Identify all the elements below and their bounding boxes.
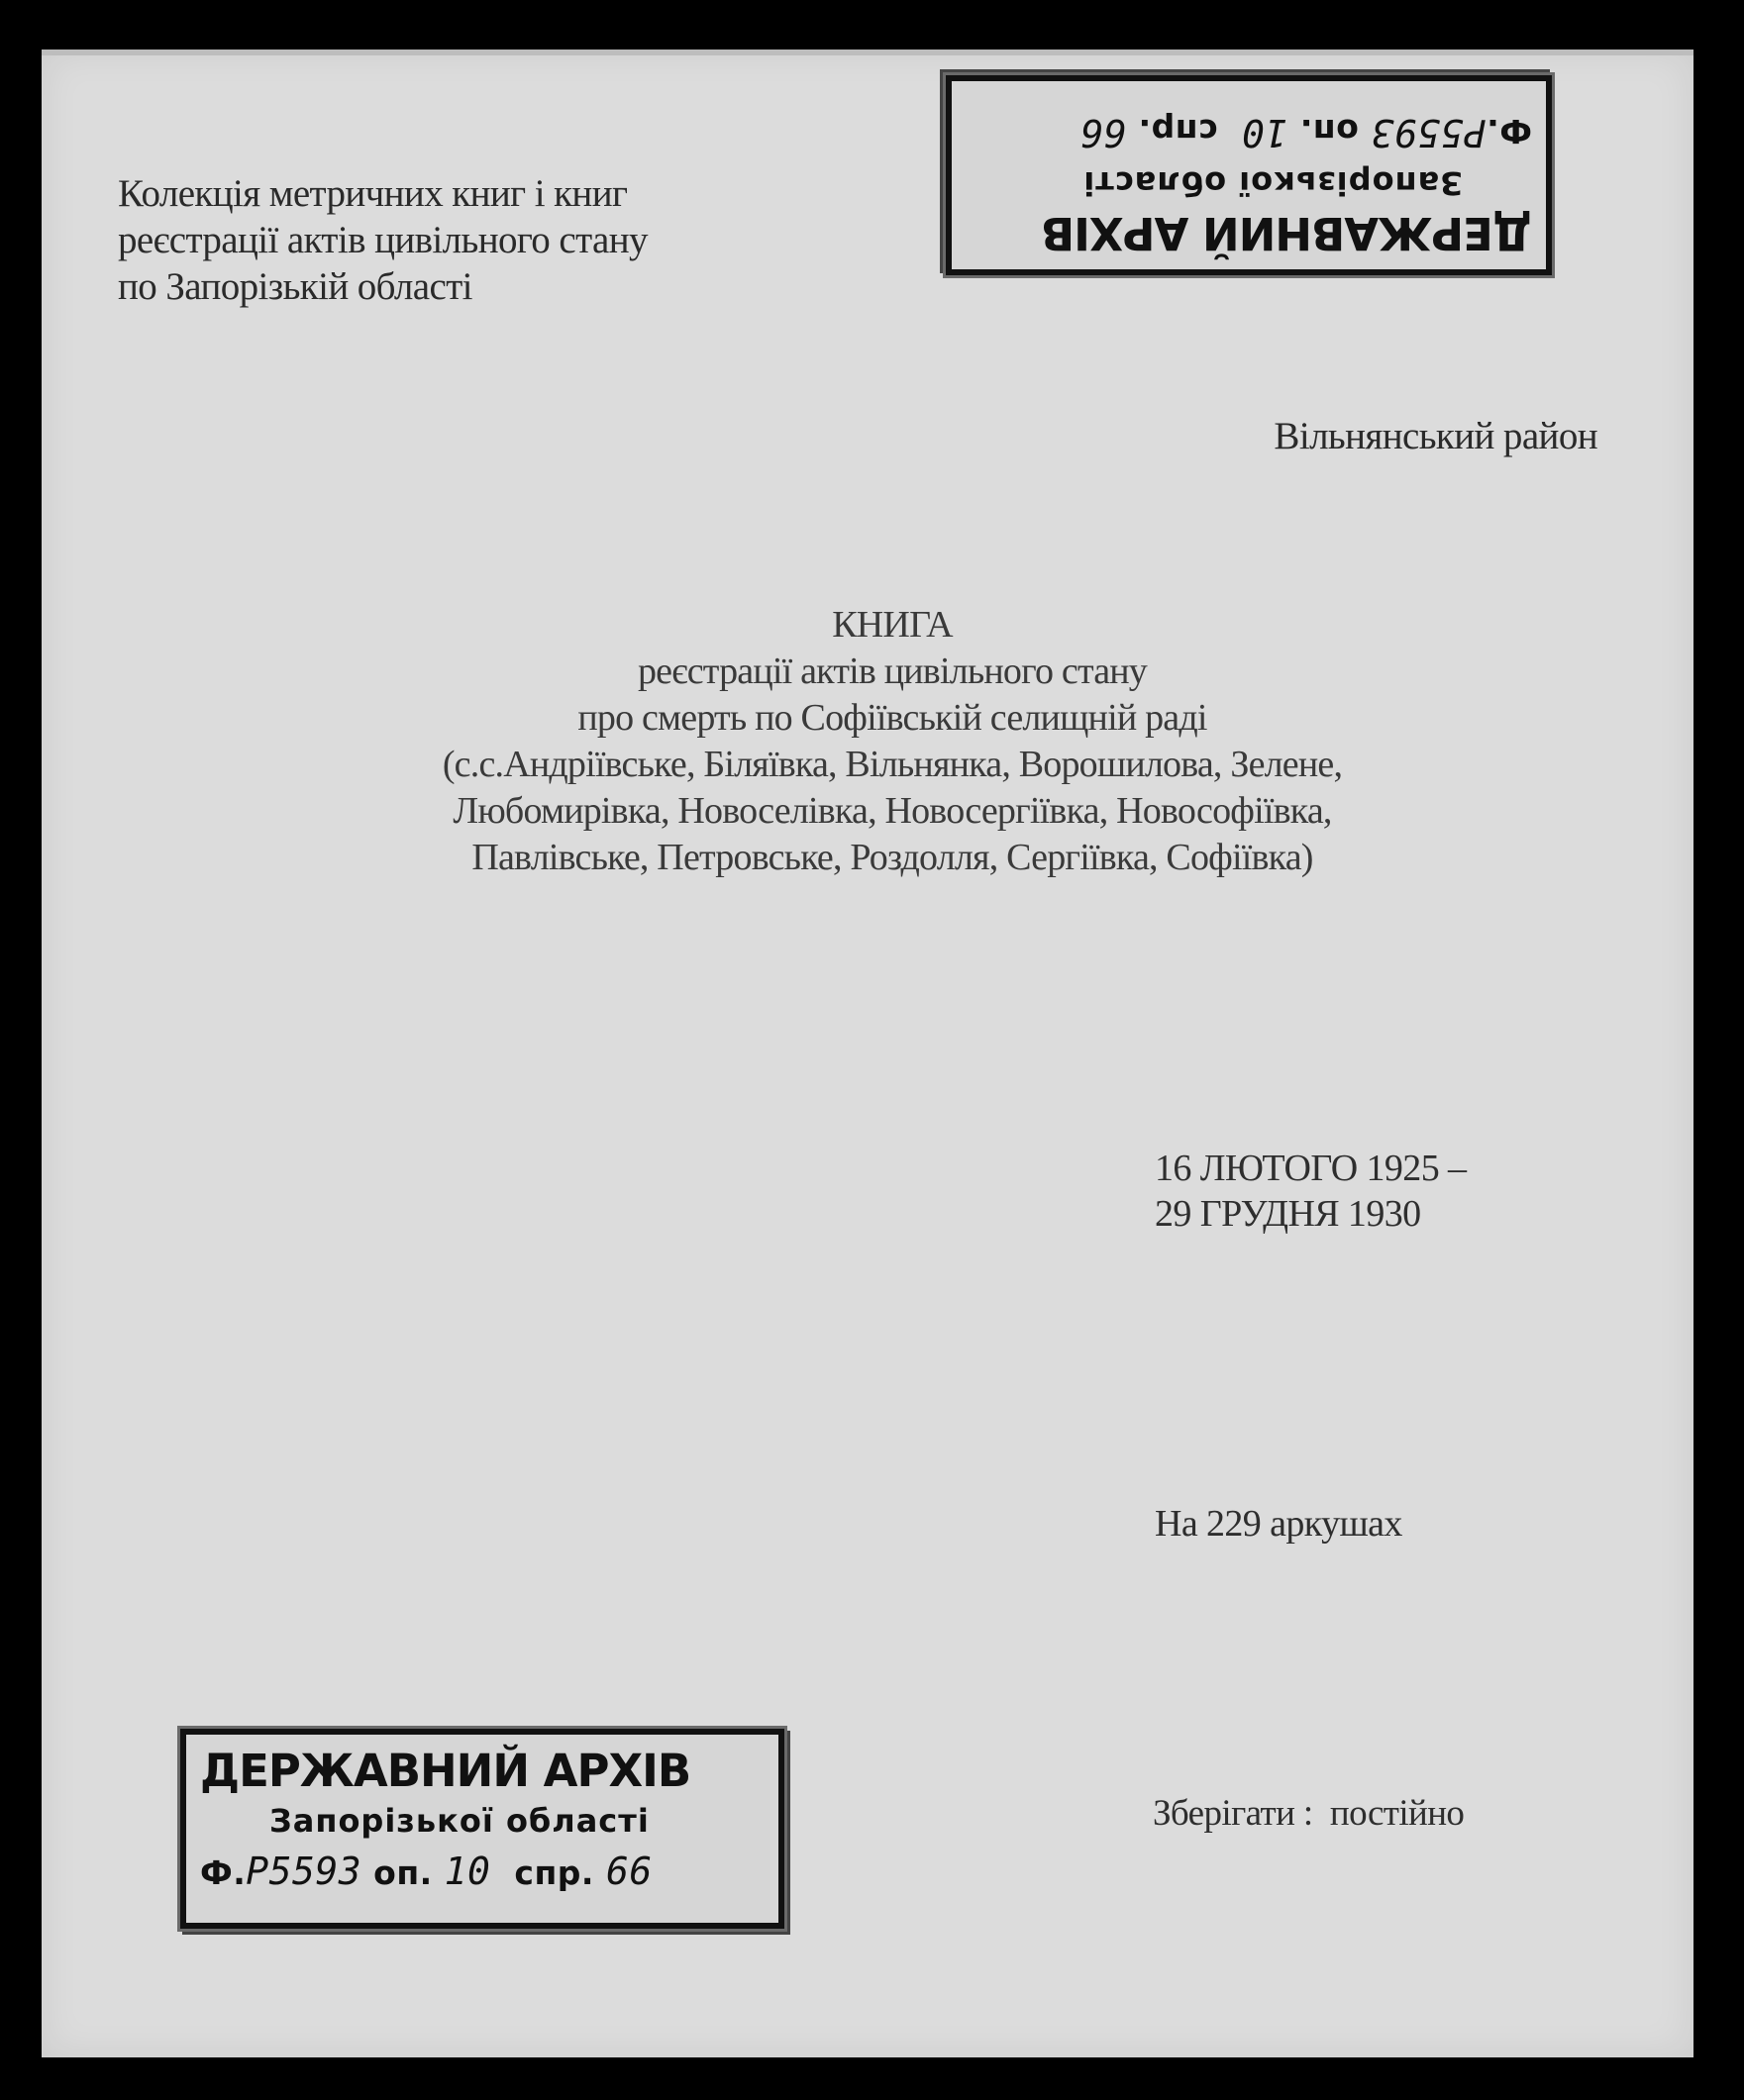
stamp-region: Запорізької області: [269, 1802, 650, 1840]
date-end: 29 ГРУДНЯ 1930: [1155, 1193, 1421, 1235]
book-heading: КНИГА: [832, 604, 953, 646]
stamp-archive-name: ДЕРЖАВНИЙ АРХІВ: [1041, 207, 1532, 259]
stamp-spr-number: 66: [1079, 111, 1127, 154]
stamp-op-label: оп.: [1299, 112, 1359, 150]
book-title-line: про смерть по Софіївській селищній раді: [577, 697, 1207, 739]
stamp-reference: [200, 1844, 769, 1901]
book-title-line: (с.с.Андріївське, Біляївка, Вільнянка, Ворошилова, Зелене,: [442, 744, 1343, 785]
collection-header-line: по Запорізькій області: [118, 265, 472, 308]
sheets-count: На 229 аркушах: [1155, 1503, 1402, 1545]
stamp-spr-label: спр.: [514, 1853, 594, 1892]
stamp-archive-name: ДЕРЖАВНИЙ АРХІВ: [200, 1745, 691, 1797]
district-label: Вільнянський район: [1274, 415, 1597, 457]
document-page: [42, 50, 1693, 2057]
retention-note: Зберігати : постійно: [1153, 1793, 1465, 1834]
stamp-spr-label: спр.: [1138, 112, 1218, 150]
stamp-fond-number: Р5593: [1370, 111, 1487, 154]
stamp-op-number: 10: [444, 1850, 491, 1893]
archive-stamp-top: [946, 75, 1552, 275]
page-edge: [42, 50, 1693, 55]
stamp-reference: [962, 103, 1532, 160]
archive-stamp-bottom: [180, 1729, 784, 1929]
stamp-fond-prefix: Ф.: [200, 1853, 247, 1892]
book-title-line: Павлівське, Петровське, Роздолля, Сергіївка, Софіївка): [471, 837, 1313, 878]
collection-header-line: Колекція метричних книг і книг: [118, 172, 628, 215]
collection-header: [118, 170, 648, 310]
stamp-op-number: 10: [1241, 111, 1288, 154]
book-title-line: Любомирівка, Новоселівка, Новосергіївка, Новософіївка,: [453, 790, 1332, 832]
stamp-spr-number: 66: [605, 1850, 653, 1893]
stamp-op-label: оп.: [373, 1853, 433, 1892]
date-range: [1155, 1146, 1466, 1237]
collection-header-line: реєстрації актів цивільного стану: [118, 219, 648, 261]
book-title-block: [42, 602, 1693, 881]
date-start: 16 ЛЮТОГО 1925 –: [1155, 1148, 1467, 1189]
book-title-line: реєстрації актів цивільного стану: [637, 650, 1148, 692]
stamp-region: Запорізької області: [1082, 164, 1463, 202]
stamp-fond-prefix: Ф.: [1486, 112, 1532, 150]
stamp-fond-number: Р5593: [246, 1850, 362, 1893]
